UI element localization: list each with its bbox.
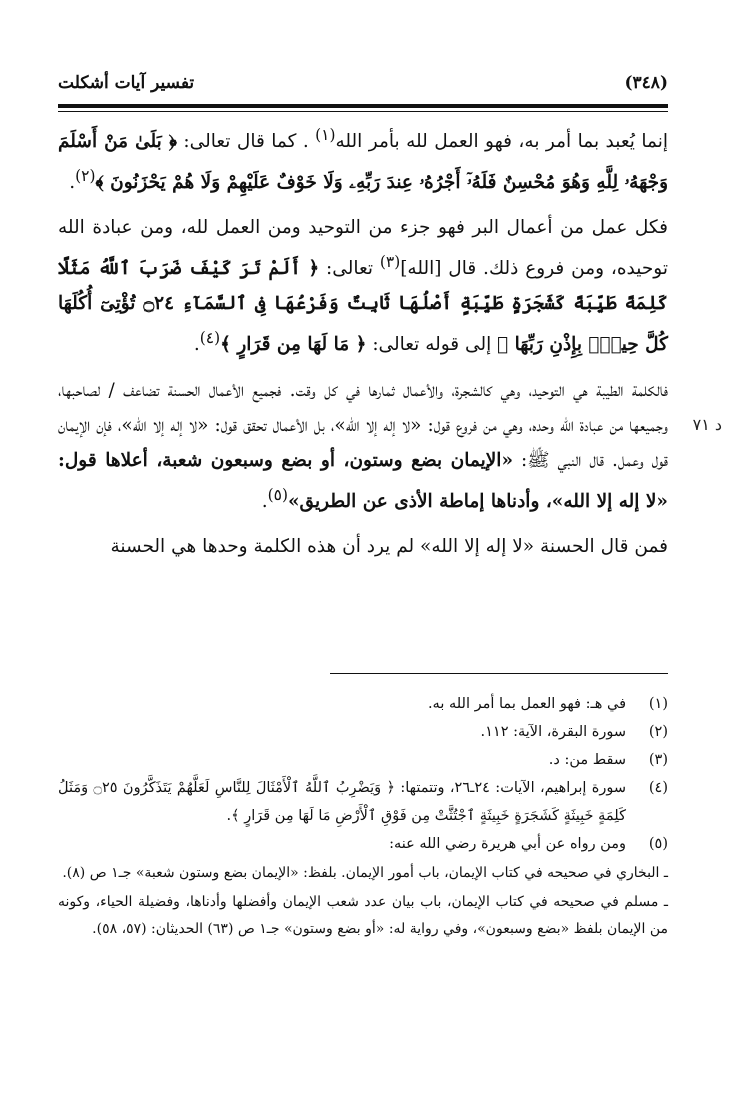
paragraph-text: . كما قال تعالى: <box>176 131 316 153</box>
book-title: تفسير آيات أشكلت <box>58 73 195 93</box>
header-rule-thick <box>58 104 668 108</box>
paragraph-end: . <box>69 172 76 194</box>
footnote-4 <box>58 774 668 830</box>
manuscript-margin-note: د ٧١ <box>692 415 722 434</box>
main-text <box>58 118 668 574</box>
paragraph-2 <box>58 210 668 362</box>
footnote-number: (٥) <box>648 836 668 852</box>
paragraph-text: فمن قال الحسنة «لا إله إلا الله» لم يرد أن هذه الكلمة وحدها هي الحسنة <box>110 535 668 557</box>
page-number: (٣٤٨) <box>624 73 668 93</box>
footnotes <box>58 690 668 943</box>
footnote-ref: (٥) <box>267 485 288 504</box>
footnote-number: (٢) <box>648 724 668 740</box>
quran-verse: ﴿ أَلَمْ تَرَ كَيْفَ ضَرَبَ ٱللَّهُ مَثَلًا كَلِمَةً طَيِّبَةً كَشَجَرَةٍ طَيِّبَةٍ أَصْلُهَا ثَابِتٌ وَفَرْعُهَا فِى ٱلسَّمَآءِ ۝٢٤ تُؤْتِىٓ أُكُلَهَا كُلَّ حِينٍۭ بِإِذْنِ رَبِّهَا ﴾ <box>58 258 668 356</box>
footnote-ref: (٢) <box>75 167 96 186</box>
footnote-text: سقط من: د. <box>548 752 626 768</box>
footnote-text: ومن رواه عن أبي هريرة رضي الله عنه: <box>389 836 626 852</box>
footnote-ref: (٤) <box>199 329 221 348</box>
footnote-number: (١) <box>648 696 668 712</box>
paragraph-text: فكل عمل من أعمال البر فهو جزء من التوحيد ومن العمل لله، ومن عبادة الله توحيده، ومن فروع ذلك. قال [الله] <box>58 217 668 280</box>
header-rule-thin <box>58 111 668 112</box>
paragraph-text: إلى قوله تعالى: <box>366 334 498 356</box>
footnote-text: سورة البقرة، الآية: ١١٢. <box>480 724 626 740</box>
paragraph-text: إنما يُعبد بما أمر به، فهو العمل لله بأمر الله <box>335 131 668 153</box>
paragraph-3 <box>58 373 668 519</box>
footnote-5-source-muslim: ـ مسلم في صحيحه في كتاب الإيمان، باب بيان عدد شعب الإيمان وأفضلها وأدناها، وفضيلة الحياء، وكونه من الإيمان بلفظ «بضع وسبعون»، وفي رواية له: «أو بضع وستون» جـ١ ص (٦٣) الحديثان: (٥٧، ٥٨). <box>58 894 668 937</box>
paragraph-1 <box>58 118 668 200</box>
footnote-number: (٣) <box>648 752 668 768</box>
footnote-ref: (٣) <box>379 253 401 272</box>
footnote-text: في هـ: فهو العمل بما أمر الله به. <box>427 696 626 712</box>
footnote-5 <box>58 830 668 858</box>
page-header <box>58 66 668 100</box>
footnote-1 <box>58 690 668 718</box>
footnote-ref: (١) <box>315 126 336 144</box>
paragraph-text: تعالى: <box>319 258 380 280</box>
quran-verse: ﴿ مَا لَهَا مِن قَرَارٍ ﴾ <box>220 334 367 356</box>
footnote-3 <box>58 746 668 774</box>
paragraph-text: فالكلمة الطيبة هي التوحيد، وهي كالشجرة، والأعمال ثمارها في كل وقت. فجميع الأعمال الحسنة تضاعف / لصاحبها، وجميعها من عبادة الله وحده، وهي من فروع قول: «لا إله إلا الله»، بل الأعمال تحقق قول: «لا إله إلا الله»، فإن الإيمان قول وعمل. قال النبي ﷺ: <box>58 379 669 471</box>
footnote-2 <box>58 718 668 746</box>
footnote-separator <box>330 673 668 674</box>
paragraph-end: . <box>193 334 200 356</box>
footnote-text: سورة إبراهيم، الآيات: ٢٤ـ٢٦، وتتمتها: ﴿ وَيَضْرِبُ ٱللَّهُ ٱلْأَمْثَالَ لِلنَّاسِ لَعَلَّهُمْ يَتَذَكَّرُونَ ۝٢٥ وَمَثَلُ كَلِمَةٍ خَبِيثَةٍ كَشَجَرَةٍ خَبِيثَةٍ ٱجْتُثَّتْ مِن فَوْقِ ٱلْأَرْضِ مَا لَهَا مِن قَرَارٍ ﴾. <box>58 780 626 824</box>
paragraph-4 <box>58 529 668 564</box>
quran-verse: ﴿ بَلَىٰ مَنْ أَسْلَمَ وَجْهَهُۥ لِلَّهِ وَهُوَ مُحْسِنٌ فَلَهُۥٓ أَجْرُهُۥ عِندَ رَبِّهِۦ وَلَا خَوْفٌ عَلَيْهِمْ وَلَا هُمْ يَحْزَنُونَ ﴾ <box>58 131 668 194</box>
footnote-number: (٤) <box>648 780 668 796</box>
paragraph-end: . <box>261 490 268 512</box>
footnote-5-source-bukhari: ـ البخاري في صحيحه في كتاب الإيمان، باب أمور الإيمان. بلفظ: «الإيمان بضع وستون شعبة» جـ١ ص (٨). <box>62 865 668 881</box>
hadith-quote: «الإيمان بضع وستون، أو بضع وسبعون شعبة، أعلاها قول: «لا إله إلا الله»، وأدناها إماطة الأذى عن الطريق» <box>58 449 668 512</box>
